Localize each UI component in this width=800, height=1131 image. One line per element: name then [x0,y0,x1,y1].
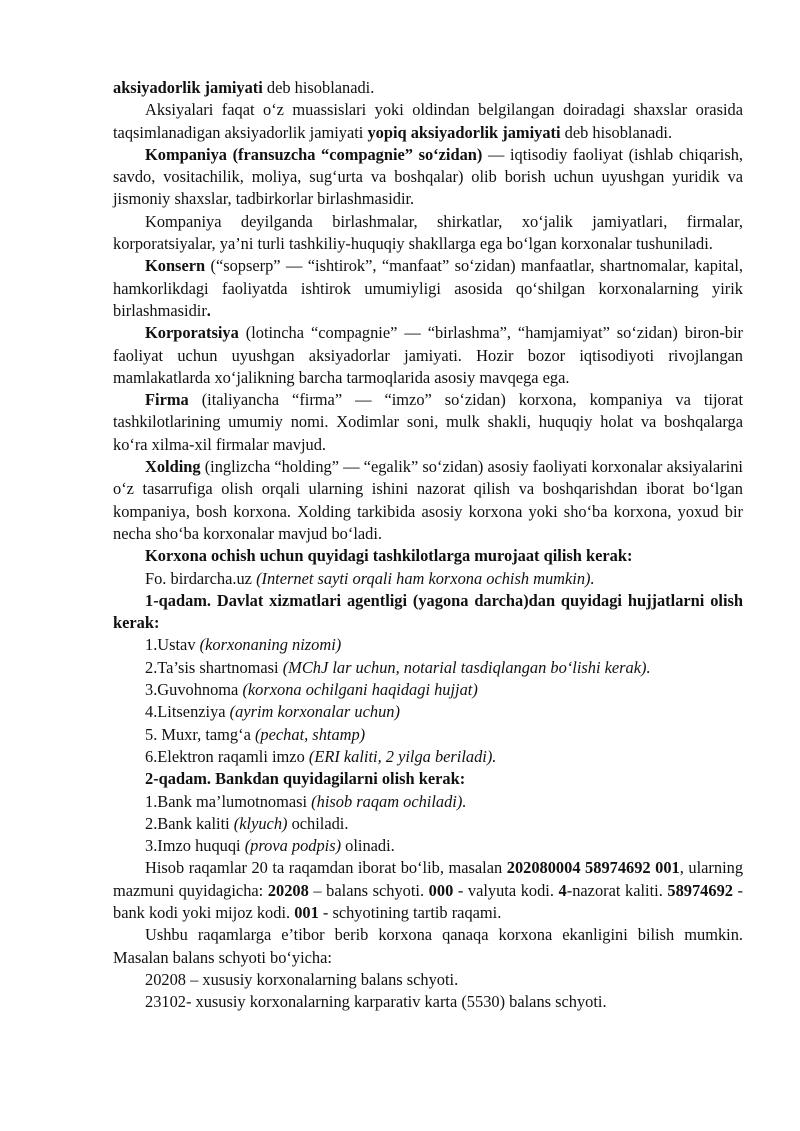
bold-term: aksiyadorlik jamiyati [113,78,263,97]
italic-note: (korxonaning nizomi) [199,635,342,655]
bold-number: 202080004 58974692 001 [506,858,680,878]
document-body [113,77,743,1013]
text: Kompaniya deyilganda birlashmalar, shirkatlar, xo‘jalik jamiyatlari, firmalar, korporatsiyalar, ya’ni turli tashkiliy-huquqiy shakllarga ega bo‘lgan korxonalar tushuniladi. [113,211,743,254]
list-item [113,634,743,656]
italic-note: (MChJ lar uchun, notarial tasdiqlangan bo‘lishi kerak). [282,657,651,677]
text: (lotincha “compagnie” — “birlashma”, “hamjamiyat” so‘zidan) biron-bir faoliyat uchun uyushgan aksiyadorlar jamiyati. Hozir bozor iqtisodiyoti rivojlangan mamlakatlarda xo‘jalikning barcha tarmoqlarida asosiy mavqega ega. [113,323,743,387]
text: 4.Litsenziya [145,702,230,722]
list-item [113,791,743,813]
bold-term: Korporatsiya [145,323,239,343]
italic-note: (klyuch) [233,813,288,833]
bold-punct: . [206,300,211,320]
section-heading [113,545,743,567]
text: , ularning mazmuni quyidagicha: [113,858,744,900]
paragraph-kompaniya [113,144,743,211]
paragraph [113,211,743,256]
text: (inglizcha “holding” — “egalik” so‘zidan) asosiy faoliyati korxonalar aksiyalarini o‘z tasarrufiga olish orqali ularning ishini nazorat qilish va boshqarishdan iborat bo‘lgan kompaniya, bosh korxona. Xolding tarkibida asosiy korxona yoki sho‘ba korxona, yoxud bir necha sho‘ba korxonalar mavjud bo‘ladi. [113,457,743,543]
italic-note: (Internet sayti orqali ham korxona ochish mumkin). [256,568,595,588]
text: Ushbu raqamlarga e’tibor berib korxona qanaqa korxona ekanligini bilish mumkin. Masalan balans schyoti bo‘yicha: [113,925,743,967]
text: olinadi. [341,836,395,856]
list-item [113,835,743,857]
text: -nazorat kaliti. [566,880,668,900]
text: 23102- xususiy korxonalarning karparativ karta (5530) balans schyoti. [145,992,607,1012]
bold-term: Xolding [145,457,201,477]
bold-term: Firma [145,390,189,410]
list-item [113,679,743,701]
italic-note: (hisob raqam ochiladi). [311,791,467,811]
text: 2.Ta’sis shartnomasi [145,657,283,677]
bold-term: yopiq aksiyadorlik jamiyati [367,122,561,142]
text: (“sopserp” — “ishtirok”, “manfaat” so‘zidan) manfaatlar, shartnomalar, kapital, hamkorlikdagi faoliyatda ishtirok umumiyligi asosida qo‘shilgan korxonalarning yirik birlashmasidir [113,256,743,320]
text: - valyuta kodi. [453,880,559,900]
text: - schyotining tartib raqami. [318,902,502,922]
italic-note: (ERI kaliti, 2 yilga beriladi). [308,746,497,766]
text: — iqtisodiy faoliyat (ishlab chiqarish, savdo, vositachilik, moliya, sug‘urta va boshqalar) olib borish uchun uyushgan yuridik va jismoniy shaxslar, tadbirkorlar birlashmasidir. [113,144,743,209]
bold-number: 58974692 [667,880,733,900]
paragraph-firma [113,389,743,456]
text: deb hisoblanadi. [560,122,673,142]
text: Hisob raqamlar 20 ta raqamdan iborat bo‘lib, masalan [145,858,507,878]
heading-text: Korxona ochish uchun quyidagi tashkilotlarga murojaat qilish kerak: [145,546,633,566]
italic-note: (ayrim korxonalar uchun) [229,702,400,722]
list-item [113,991,743,1013]
paragraph-korporatsiya [113,322,743,389]
paragraph-account-number [113,857,743,924]
bold-number: 20208 [267,880,309,900]
step-heading [113,590,743,635]
text: ochiladi. [287,813,349,833]
list-item [113,969,743,991]
list-item [113,746,743,768]
text: 2.Bank kaliti [145,813,234,833]
text: 3.Guvohnoma [145,680,243,700]
bold-term: Kompaniya (fransuzcha “compagnie” so‘zidan) [145,144,483,164]
text: 1.Bank ma’lumotnomasi [145,791,312,811]
paragraph [113,568,743,590]
italic-note: (korxona ochilgani haqidagi hujjat) [242,680,478,700]
heading-text: 1-qadam. Davlat xizmatlari agentligi (yagona darcha)dan quyidagi hujjatlarni olish kerak: [113,590,743,633]
text: 3.Imzo huquqi [145,836,245,856]
paragraph [113,924,743,969]
italic-note: (prova podpis) [244,836,342,856]
text: (italiyancha “firma” — “imzo” so‘zidan) korxona, kompaniya va tijorat tashkilotlarining umumiy nomi. Xodimlar soni, mulk shakli, huquqiy holat va boshqalarga ko‘ra xilma-xil firmalar mavjud. [113,390,743,454]
step-heading [113,768,743,790]
bold-number: 4 [558,880,567,900]
list-item [113,813,743,835]
paragraph [113,99,743,144]
list-item [113,657,743,679]
paragraph-xolding [113,456,743,545]
text: 6.Elektron raqamli imzo [145,746,309,766]
italic-note: (pechat, shtamp) [254,724,366,744]
bold-number: 000 [428,880,454,900]
text: Aksiyalari faqat o‘z muassislari yoki oldindan belgilangan doiradagi shaxslar orasida taqsimlanadigan aksiyadorlik jamiyati [113,100,743,142]
text: 1.Ustav [145,635,200,655]
paragraph [113,77,743,99]
text: 5. Muxr, tamg‘a [145,724,255,744]
list-item [113,724,743,746]
text: -bank kodi yoki mijoz kodi. [113,880,743,922]
text: deb hisoblanadi. [262,78,375,97]
heading-text: 2-qadam. Bankdan quyidagilarni olish kerak: [145,769,466,789]
text: Fo. birdarcha.uz [145,568,257,588]
text: 20208 – xususiy korxonalarning balans schyoti. [145,969,459,989]
paragraph-konsern [113,255,743,322]
list-item [113,701,743,723]
text: – balans schyoti. [308,880,429,900]
bold-term: Konsern [145,256,206,276]
bold-number: 001 [294,902,319,922]
